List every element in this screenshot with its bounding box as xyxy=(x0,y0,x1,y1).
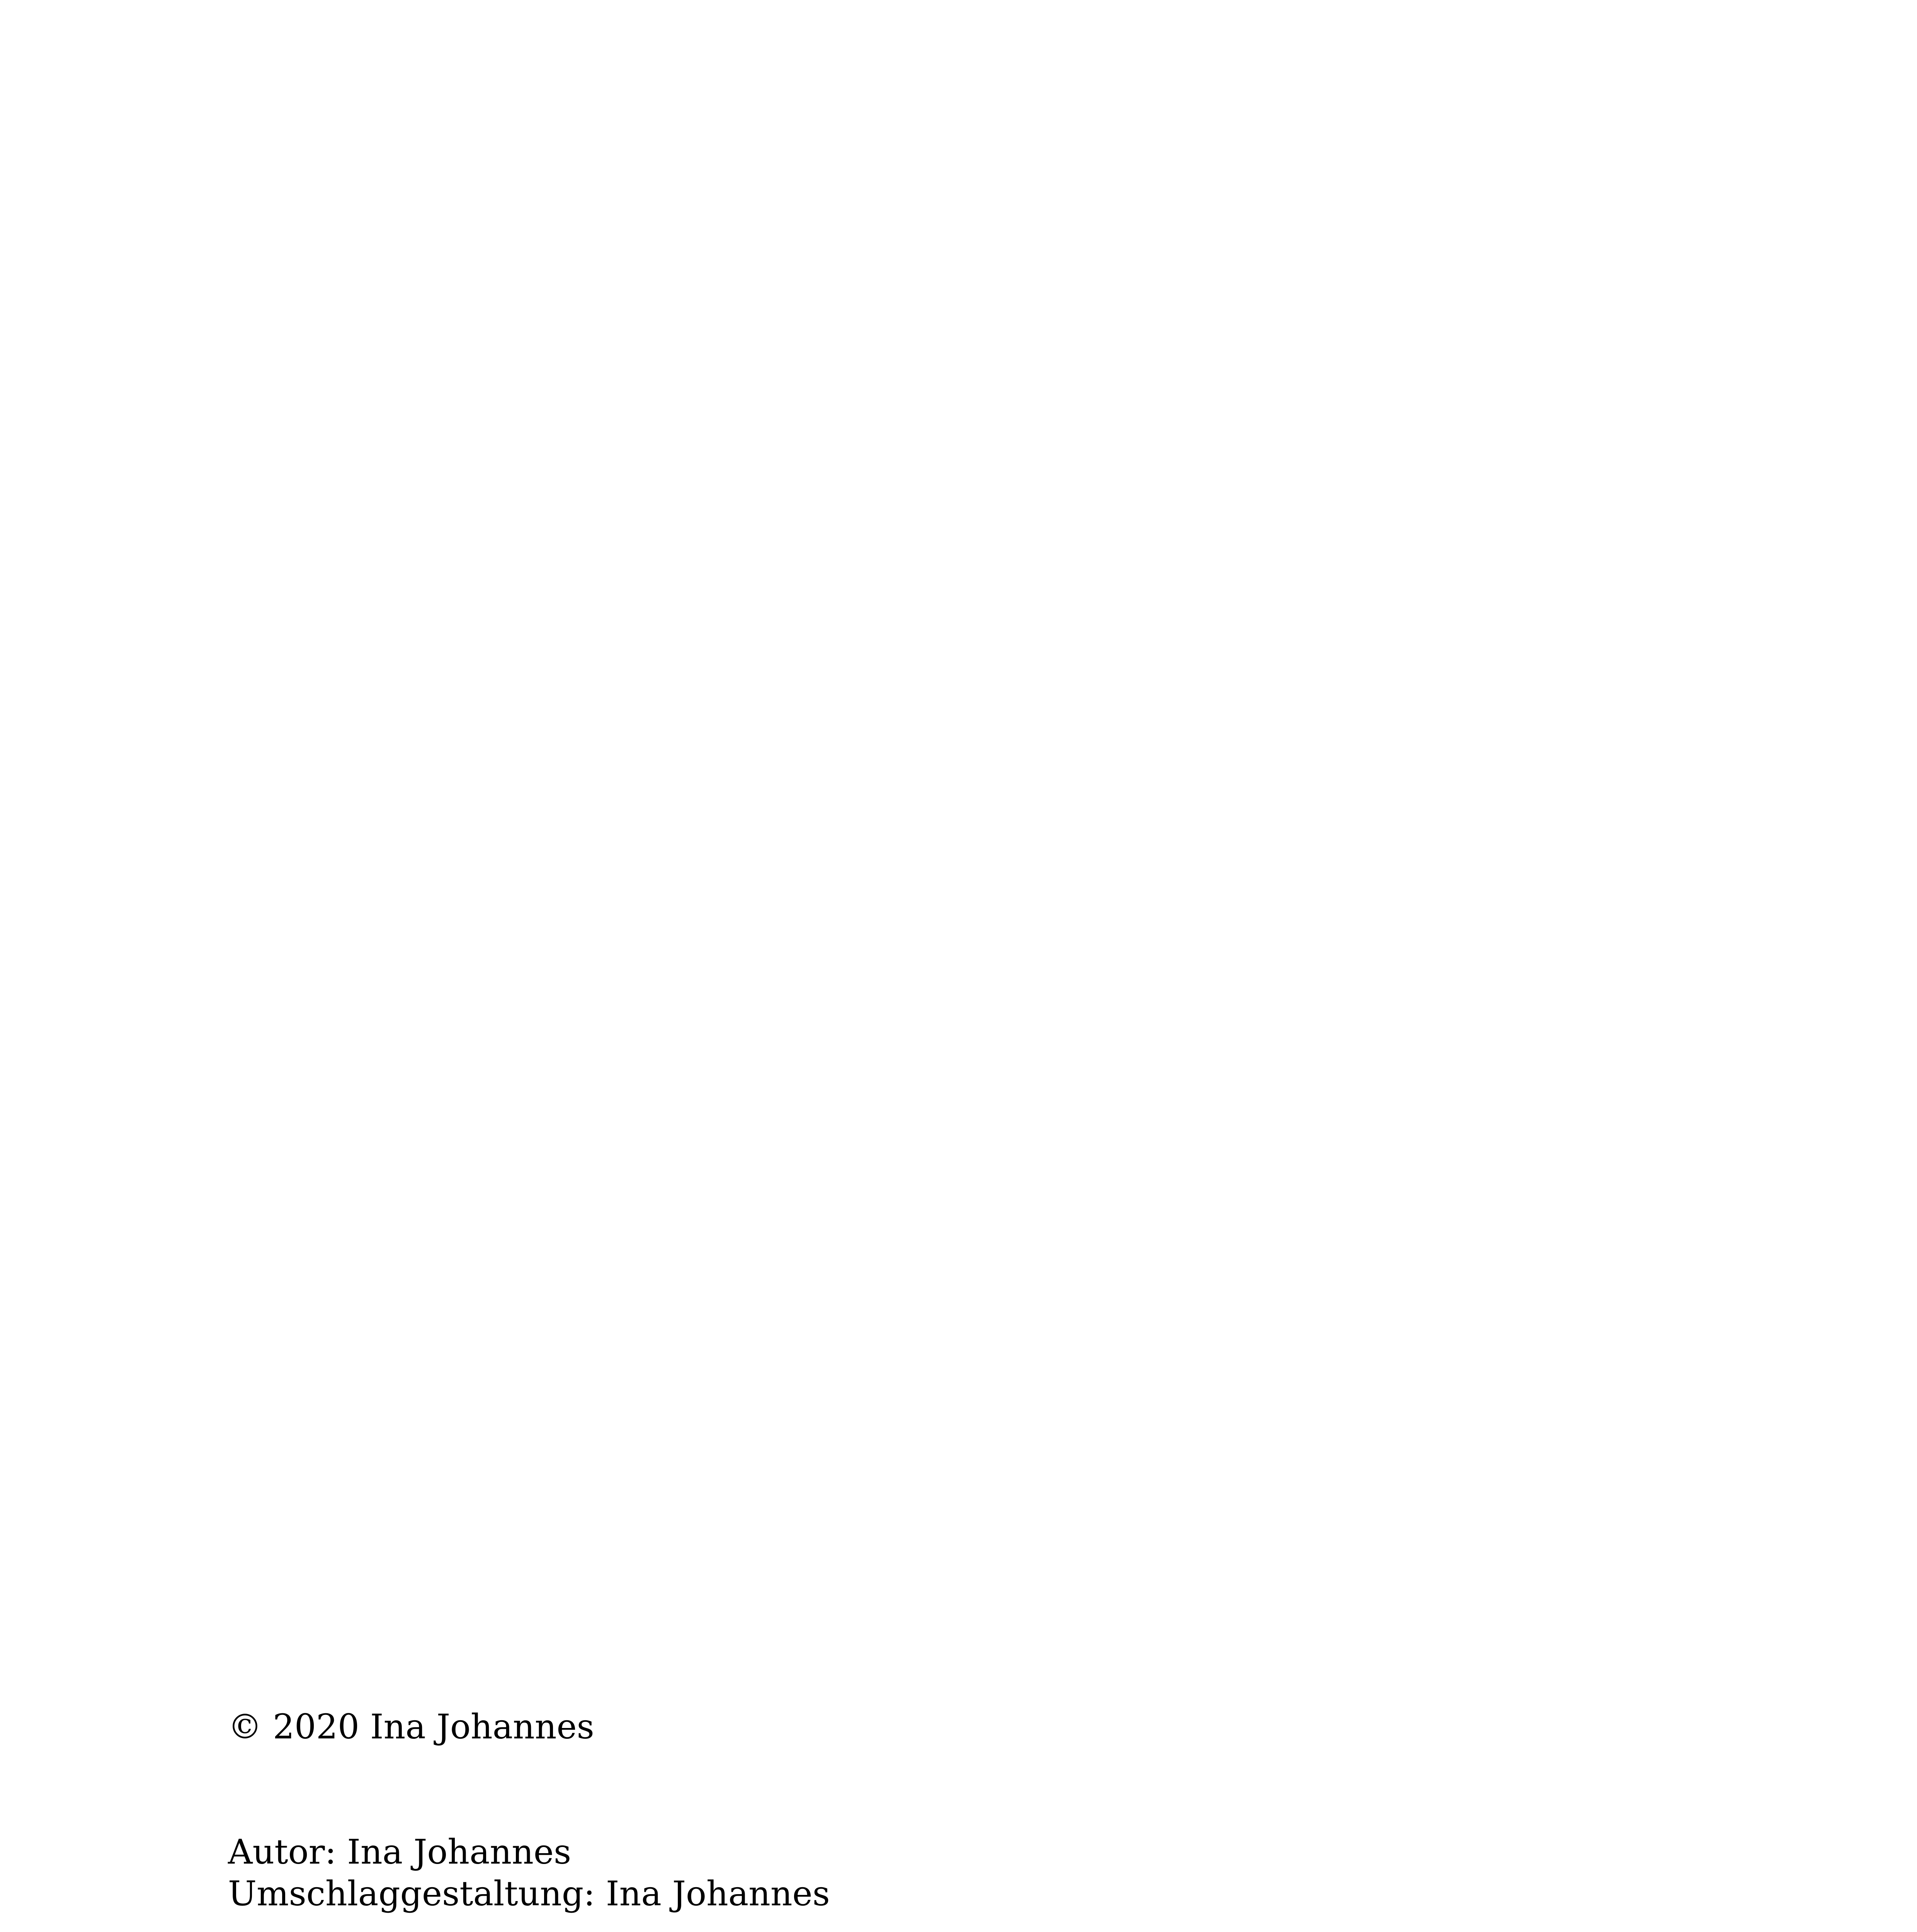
copyright-line: © 2020 Ina Johannes xyxy=(228,1707,594,1747)
author-line: Autor: Ina Johannes xyxy=(228,1832,572,1872)
spacer xyxy=(228,1748,1735,1831)
credits-section xyxy=(228,1831,1735,1915)
spacer xyxy=(228,1915,1735,1932)
cover-design-line: Umschlaggestaltung: Ina Johannes xyxy=(228,1874,830,1913)
imprint-block xyxy=(228,1706,1735,1932)
